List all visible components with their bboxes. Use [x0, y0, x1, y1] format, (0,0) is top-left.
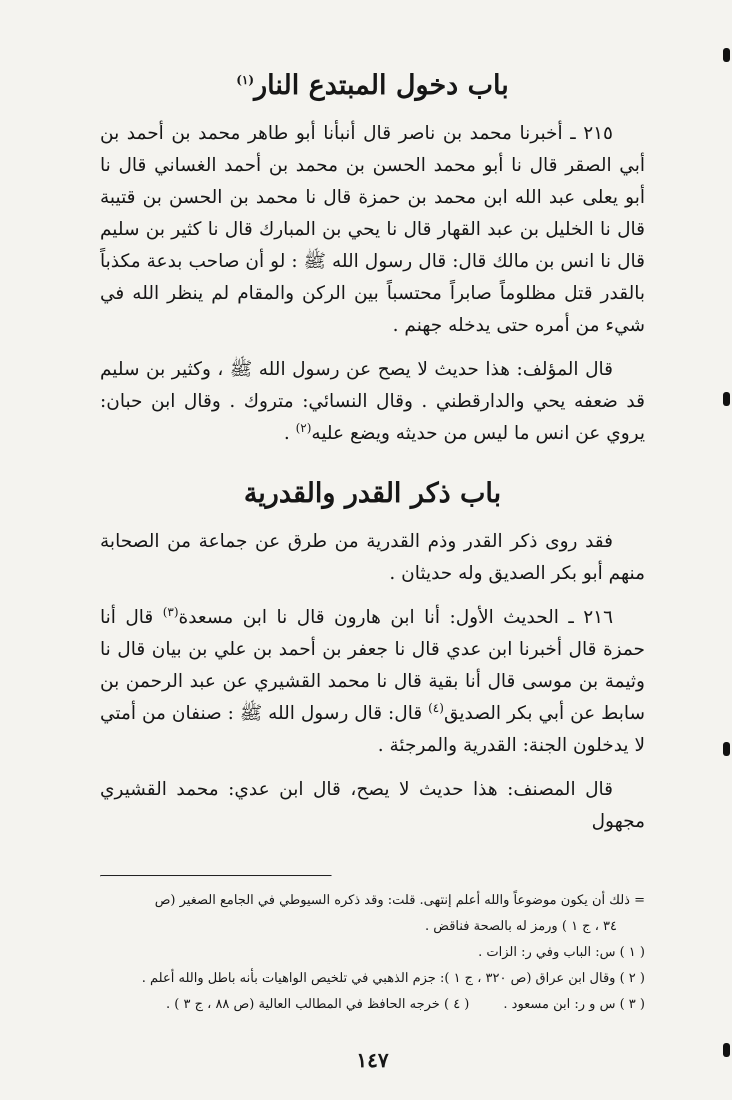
footnote-marker-3: (٣) [162, 604, 179, 619]
footnote-marker-4: (٤) [428, 700, 444, 715]
page-number: ١٤٧ [356, 1048, 389, 1072]
scan-mark [723, 392, 730, 406]
scan-mark [723, 48, 730, 62]
hadith-216-part-a: ٢١٦ ـ الحديث الأول: أنا ابن هارون قال نا ابن مسعدة [178, 607, 614, 628]
footnote-4: ( ٤ ) خرجه الحافظ في المطالب العالية (ص ٨٨ ، ج ٣ ) . [166, 997, 470, 1012]
hadith-216-part-b: قال أنا حمزة قال أخبرنا ابن عدي قال نا جعفر بن أحمد بن علي بن بيان قال نا وثيمة بن موسى قال أنا بقية قال نا محمد القشيري عن عبد الرحمن بن سابط عن أبي بكر الصديق [100, 607, 645, 724]
heading-text: باب دخول المبتدع النار [254, 70, 509, 101]
footnote-marker-1: (١) [236, 73, 255, 87]
chapter-heading-bid-a [100, 66, 645, 106]
comment-tail: . [283, 423, 296, 444]
footnote-3: ( ٣ ) س و ر: ابن مسعود . [503, 997, 645, 1012]
footnote-carryover-line2: ٣٤ ، ج ١ ) ورمز له بالصحة فناقض . [425, 919, 617, 934]
footnote-divider [100, 875, 332, 877]
footnote-carryover-line1: = ذلك أن يكون موضوعاً والله أعلم إنتهى. قلت: وقد ذكره السيوطي في الجامع الصغير (ص [154, 893, 645, 908]
hadith-216 [100, 602, 645, 762]
footnotes [100, 888, 645, 1018]
scan-mark [723, 1043, 730, 1057]
footnote-1: ( ١ ) س: الباب وفي ر: الزات . [478, 945, 645, 960]
author-comment-2: قال المصنف: هذا حديث لا يصح، قال ابن عدي: محمد القشيري مجهول [100, 779, 645, 832]
footnote-marker-2: (٢) [295, 420, 312, 435]
author-comment-1 [100, 354, 645, 450]
hadith-215: ٢١٥ ـ أخبرنا محمد بن ناصر قال أنبأنا أبو طاهر محمد بن أحمد بن أبي الصقر قال نا أبو محمد الحسن بن محمد بن أحمد الغساني قال نا أبو يعلى عبد الله ابن محمد بن حمزة قال نا محمد بن الحسن بن قتيبة قال نا الخليل بن عبد القهار قال نا يحي بن المبارك قال نا كثير بن سليم قال نا انس بن مالك قال: قال رسول الله ﷺ : لو أن صاحب بدعة مكذباً بالقدر قتل مظلوماً صابراً محتسباً بين الركن والمقام لم ينظر الله في شيء من أمره حتى يدخله جهنم . [100, 123, 645, 336]
chapter-heading-qadar: باب ذكر القدر والقدرية [243, 478, 502, 509]
footnote-2: ( ٢ ) وقال ابن عراق (ص ٣٢٠ ، ج ١ ): جزم الذهبي في تلخيص الواهيات بأنه باطل والله أعلم . [141, 971, 645, 986]
scan-mark [723, 742, 730, 756]
intro-paragraph: فقد روى ذكر القدر وذم القدرية من طرق عن جماعة من الصحابة منهم أبو بكر الصديق وله حديثان . [100, 531, 645, 584]
book-page [100, 60, 645, 1072]
hadith-216-part-c: قال: قال رسول الله ﷺ : صنفان من أمتي لا يدخلون الجنة: القدرية والمرجئة . [100, 703, 645, 756]
footnote-row-3-4 [100, 992, 645, 1018]
comment-text: قال المؤلف: هذا حديث لا يصح عن رسول الله ﷺ ، وكثير بن سليم قد ضعفه يحي والدارقطني . وقال النسائي: متروك . وقال ابن حبان: يروي عن انس ما ليس من حديثه ويضع عليه [100, 359, 645, 444]
